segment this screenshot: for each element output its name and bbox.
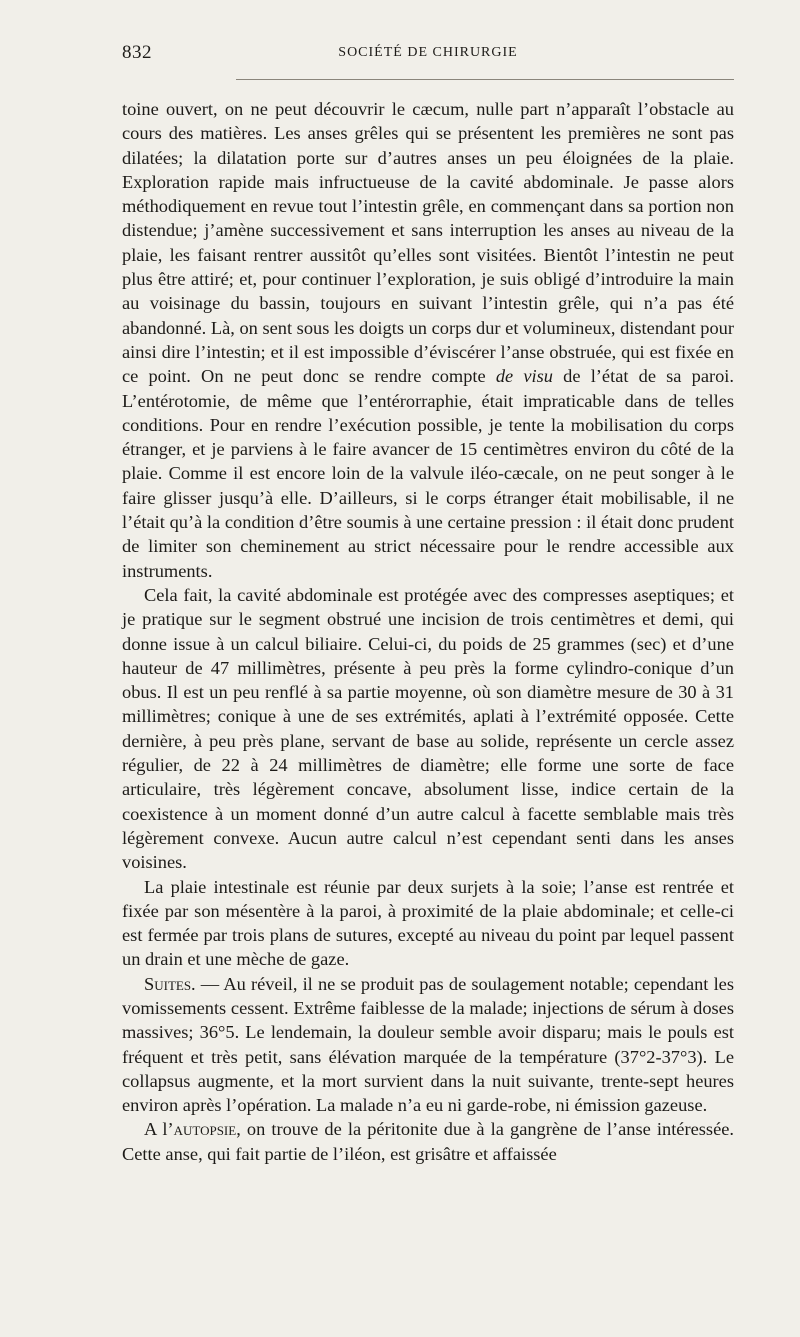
paragraph-5 bbox=[122, 1117, 734, 1166]
paragraph-3: La plaie intestinale est réunie par deux surjets à la soie; l’anse est rentrée et fixée par son mésentère à la paroi, à proximité de la plaie abdominale; et celle-ci est fermée par trois plans de sutures, excepté au niveau du point par lequel passent un drain et une mèche de gaze. bbox=[122, 876, 734, 970]
page-number: 832 bbox=[122, 42, 152, 63]
body-text bbox=[122, 97, 734, 1166]
section-label-autopsie: autopsie bbox=[173, 1119, 237, 1140]
paragraph-1-text: toine ouvert, on ne peut découvrir le cæcum, nulle part n’apparaît l’obstacle au cours des matières. Les anses grêles qui se présentent les premières ne sont pas dilatées; la dilatation porte sur d’autres anses un peu éloignées de la plaie. Exploration rapide mais infructueuse de la cavité abdominale. Je passe alors méthodiquement en revue tout l’intestin grêle, en commençant dans sa portion non distendue; j’amène successivement et sans interruption les anses au niveau de la plaie, les faisant rentrer aussitôt qu’elles sont visitées. Bientôt l’intestin ne peut plus être attiré; et, pour continuer l’exploration, je suis obligé d’introduire la main au voisinage du bassin, toujours en suivant l’intestin grêle, qui n’a pas été abandonné. Là, on sent sous les doigts un corps dur et volumineux, distendant pour ainsi dire l’intestin; et il est impossible d’éviscérer l’anse obstruée, qui est fixée en ce point. On ne peut donc se rendre compte bbox=[122, 99, 734, 387]
section-label-suites: Suites. bbox=[144, 973, 196, 994]
paragraph-4 bbox=[122, 972, 734, 1118]
page-header bbox=[122, 42, 734, 68]
running-title: SOCIÉTÉ DE CHIRURGIE bbox=[338, 45, 518, 60]
paragraph-5-text: , on trouve de la péritonite due à la gangrène de l’anse intéressée. Cette anse, qui fait partie de l’iléon, est grisâtre et affaissée bbox=[122, 1119, 734, 1164]
paragraph-1-end: de l’état de sa paroi. L’entérotomie, de même que l’entérorraphie, était impraticable dans de telles conditions. Pour en rendre l’exécution possible, je tente la mobilisation du corps étranger, et je parviens à le faire avancer de 15 centimètres environ du côté de la plaie. Comme il est encore loin de la valvule iléo-cæcale, on ne peut songer à le faire glisser jusqu’à elle. D’ailleurs, si le corps étranger était mobilisable, il ne l’était qu’à la condition d’être soumis à une certaine pression : il était donc prudent de limiter son cheminement au strict nécessaire pour le rendre accessible aux instruments. bbox=[122, 366, 735, 581]
italic-phrase: de visu bbox=[495, 366, 553, 387]
paragraph-4-text: — Au réveil, il ne se produit pas de soulagement notable; cependant les vomissements cessent. Extrême faiblesse de la malade; injections de sérum à doses massives; 36°5. Le lendemain, la douleur semble avoir disparu; mais le pouls est fréquent et très petit, sans élévation marquée de la température (37°2-37°3). Le collapsus augmente, et la mort survient dans la nuit suivante, trente-sept heures environ après l’opération. La malade n’a eu ni garde-robe, ni émission gazeuse. bbox=[122, 973, 734, 1116]
header-rule bbox=[236, 79, 734, 80]
paragraph-1 bbox=[122, 97, 734, 583]
paragraph-2: Cela fait, la cavité abdominale est protégée avec des compresses aseptiques; et je pratique sur le segment obstrué une incision de trois centimètres et demi, qui donne issue à un calcul biliaire. Celui-ci, du poids de 25 grammes (sec) et d’une hauteur de 47 millimètres, présente à peu près la forme cylindro-conique d’un obus. Il est un peu renflé à sa partie moyenne, où son diamètre mesure de 30 à 31 millimètres; conique à une de ses extrémités, aplati à l’extrémité opposée. Cette dernière, à peu près plane, servant de base au solide, représente un cercle assez régulier, de 22 à 24 millimètres de diamètre; elle forme une sorte de face articulaire, très légèrement concave, absolument lisse, indice certain de la coexistence à un moment donné d’un autre calcul à facette semblable mais très légèrement convexe. Aucun autre calcul n’est cependant senti dans les anses voisines. bbox=[122, 584, 734, 873]
paragraph-5-start: A l’ bbox=[144, 1119, 174, 1140]
